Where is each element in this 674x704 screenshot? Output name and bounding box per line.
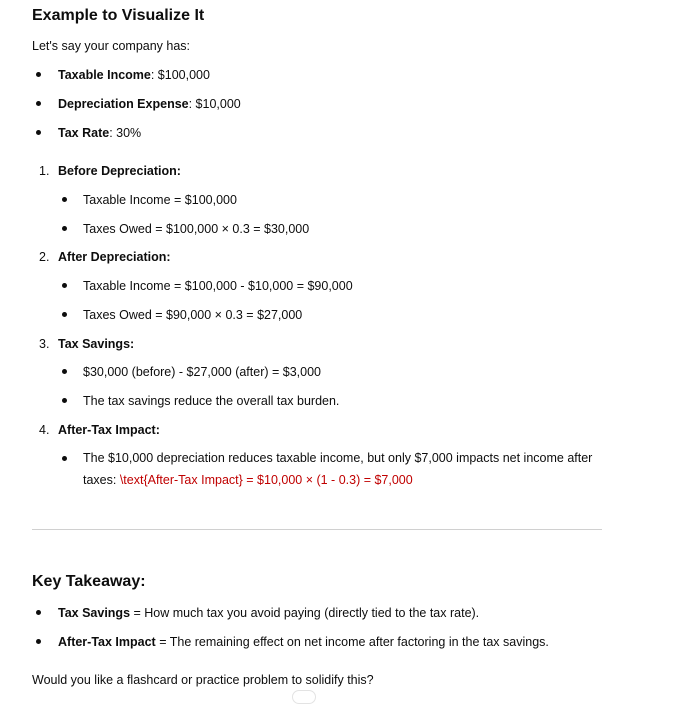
takeaway-item-tax-savings (58, 604, 479, 622)
latex-formula: \text{After-Tax Impact} = $10,000 × (1 - 0.3) = $7,000 (119, 473, 413, 487)
takeaway-label: Tax Savings (58, 606, 131, 620)
takeaway-title: Key Takeaway: (32, 573, 146, 590)
given-label: Depreciation Expense (58, 97, 189, 111)
closing-question: Would you like a flashcard or practice problem to solidify this? (32, 673, 374, 687)
given-value: : $100,000 (150, 68, 210, 82)
given-value: : 30% (109, 126, 142, 140)
given-item-tax-rate (58, 124, 141, 142)
bullet-icon (36, 130, 41, 135)
given-value: : $10,000 (188, 97, 241, 111)
bullet-icon (62, 369, 67, 374)
scroll-down-button[interactable] (292, 690, 316, 704)
step-heading: Before Depreciation: (58, 164, 181, 178)
section-divider (32, 529, 602, 530)
step-number: 4. (39, 423, 50, 437)
bullet-icon (62, 398, 67, 403)
takeaway-item-after-tax (58, 633, 549, 651)
bullet-icon (62, 456, 67, 461)
step-point: Taxes Owed = $90,000 × 0.3 = $27,000 (83, 308, 303, 322)
step-point: Taxable Income = $100,000 (83, 193, 237, 207)
takeaway-label: After-Tax Impact (58, 635, 156, 649)
step-number: 3. (39, 337, 50, 351)
step-point: Taxable Income = $100,000 - $10,000 = $90,000 (83, 279, 353, 293)
section-title: Example to Visualize It (32, 7, 205, 24)
step-point-text: The $10,000 depreciation reduces taxable income, but only $7,000 impacts net income after taxes: (83, 451, 593, 487)
step-heading: After-Tax Impact: (58, 423, 160, 437)
bullet-icon (62, 197, 67, 202)
given-label: Taxable Income (58, 68, 151, 82)
bullet-icon (36, 639, 41, 644)
step-point: $30,000 (before) - $27,000 (after) = $3,000 (83, 365, 322, 379)
takeaway-text: = How much tax you avoid paying (directly tied to the tax rate). (130, 606, 480, 620)
given-label: Tax Rate (58, 126, 110, 140)
step-point: The tax savings reduce the overall tax burden. (83, 394, 340, 408)
step-point-wrapped (83, 447, 613, 491)
bullet-icon (36, 72, 41, 77)
bullet-icon (62, 312, 67, 317)
step-heading: Tax Savings: (58, 337, 135, 351)
intro-text: Let's say your company has: (32, 39, 191, 53)
step-heading: After Depreciation: (58, 250, 171, 264)
step-point: Taxes Owed = $100,000 × 0.3 = $30,000 (83, 222, 310, 236)
bullet-icon (36, 610, 41, 615)
bullet-icon (62, 283, 67, 288)
step-number: 1. (39, 164, 50, 178)
step-number: 2. (39, 250, 50, 264)
given-item-taxable-income (58, 66, 210, 84)
bullet-icon (62, 226, 67, 231)
bullet-icon (36, 101, 41, 106)
takeaway-text: = The remaining effect on net income after factoring in the tax savings. (155, 635, 549, 649)
given-item-depreciation (58, 95, 241, 113)
